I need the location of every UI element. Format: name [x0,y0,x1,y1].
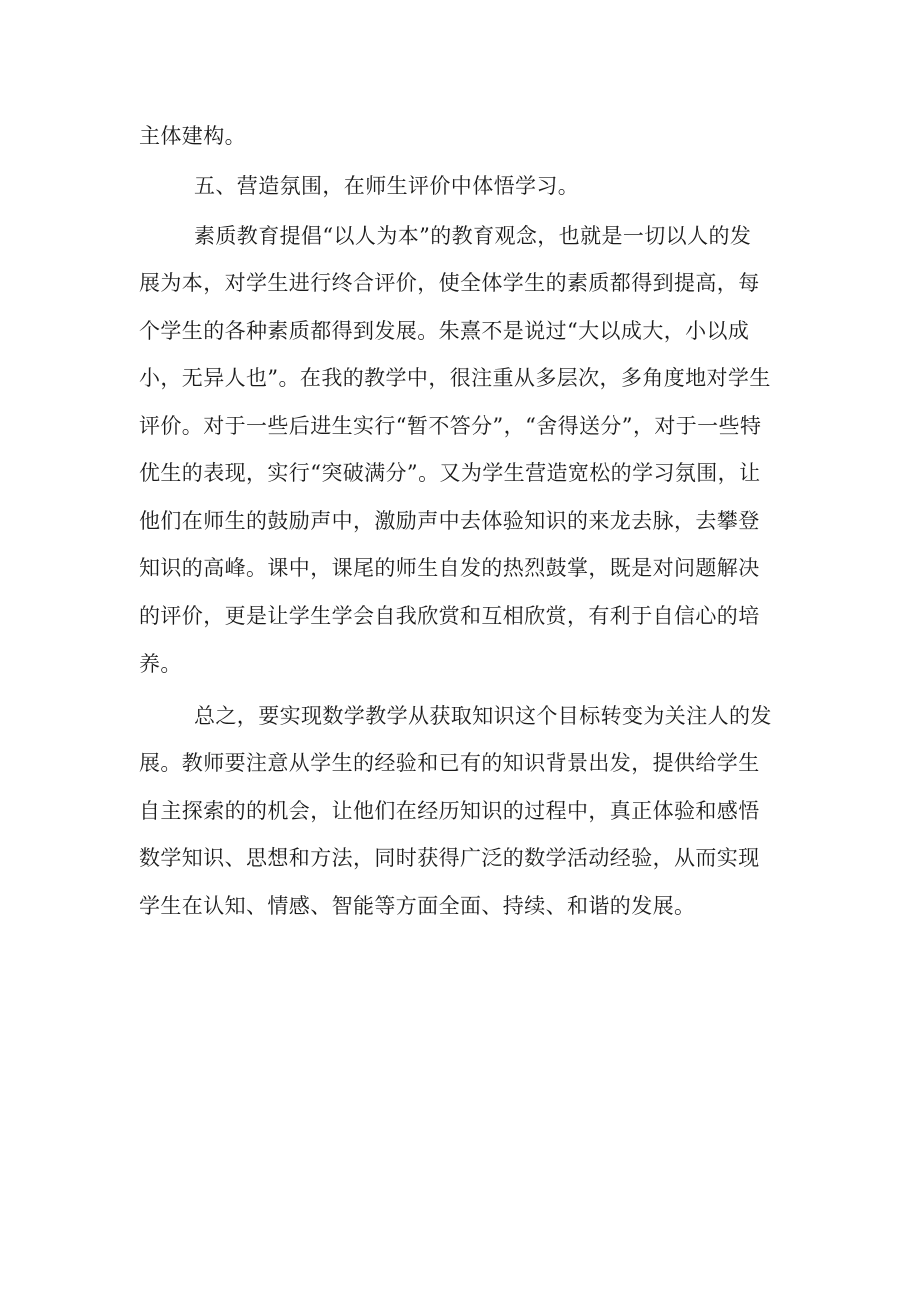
paragraph-line: 评价。对于一些后进生实行“暂不答分”，“舍得送分”，对于一些特 [139,414,762,438]
paragraph-line: 总之，要实现数学教学从获取知识这个目标转变为关注人的发 [194,704,772,728]
text-line-continuation: 主体建构。 [139,124,246,148]
paragraph-line: 的评价，更是让学生学会自我欣赏和互相欣赏，有利于自信心的培 [139,604,760,628]
paragraph-line: 他们在师生的鼓励声中，激励声中去体验知识的来龙去脉，去攀登 [139,509,760,533]
paragraph-line: 知识的高峰。课中，课尾的师生自发的热烈鼓掌，既是对问题解决 [139,556,760,580]
paragraph-line: 展为本，对学生进行终合评价，使全体学生的素质都得到提高，每 [139,271,760,295]
section-heading: 五、营造氛围，在师生评价中体悟学习。 [194,174,580,198]
paragraph-line: 数学知识、思想和方法，同时获得广泛的数学活动经验，从而实现 [139,846,760,870]
paragraph-line: 个学生的各种素质都得到发展。朱熹不是说过“大以成大，小以成 [139,319,750,343]
paragraph-line: 优生的表现，实行“突破满分”。又为学生营造宽松的学习氛围，让 [139,461,761,485]
paragraph-line: 展。教师要注意从学生的经验和已有的知识背景出发，提供给学生 [139,751,760,775]
paragraph-line: 养。 [139,652,182,676]
paragraph-line: 自主探索的的机会，让他们在经历知识的过程中，真正体验和感悟 [139,799,760,823]
paragraph-line: 小，无异人也”。在我的教学中，很注重从多层次，多角度地对学生 [139,366,771,390]
paragraph-line: 学生在认知、情感、智能等方面全面、持续、和谐的发展。 [139,894,696,918]
paragraph-line: 素质教育提倡“以人为本”的教育观念，也就是一切以人的发 [194,224,752,248]
